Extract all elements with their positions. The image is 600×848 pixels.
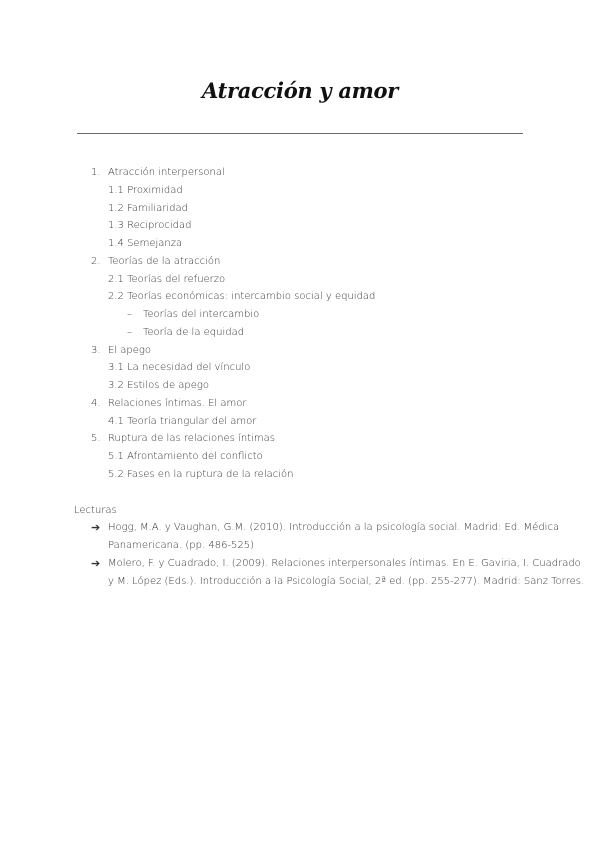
subsection-item: 3.2 Estilos de apego bbox=[108, 380, 210, 391]
arrow-bullet-icon: ➔ bbox=[91, 521, 101, 534]
subsection-item: 5.2 Fases en la ruptura de la relación bbox=[108, 469, 294, 480]
reference-line: y M. López (Eds.). Introducción a la Psicología Social, 2ª ed. (pp. 255-277). Madrid: Sanz Torres. bbox=[108, 576, 585, 587]
section-heading: Ruptura de las relaciones íntimas bbox=[108, 433, 275, 444]
bullet-item: Teoría de la equidad bbox=[143, 327, 245, 338]
section-number: 2. bbox=[91, 256, 101, 267]
subsection-item: 3.1 La necesidad del vínculo bbox=[108, 362, 251, 373]
reference-line: Molero, F. y Cuadrado, I. (2009). Relaciones interpersonales íntimas. En E. Gaviria, I. Cuadrado bbox=[108, 558, 581, 569]
arrow-bullet-icon: ➔ bbox=[91, 557, 101, 570]
bullet-item: Teorías del intercambio bbox=[143, 309, 260, 320]
subsection-item: 1.2 Familiaridad bbox=[108, 203, 188, 214]
section-number: 1. bbox=[91, 167, 101, 178]
subsection-item: 1.3 Reciprocidad bbox=[108, 220, 192, 231]
subsection-item: 1.4 Semejanza bbox=[108, 238, 183, 249]
subsection-item: 5.1 Afrontamiento del conflicto bbox=[108, 451, 263, 462]
dash-bullet: – bbox=[127, 309, 132, 320]
readings-heading: Lecturas bbox=[74, 505, 117, 516]
document-title: Atracción y amor bbox=[201, 78, 399, 103]
section-heading: El apego bbox=[108, 345, 152, 356]
section-number: 5. bbox=[91, 433, 101, 444]
subsection-item: 1.1 Proximidad bbox=[108, 185, 183, 196]
title-divider bbox=[77, 133, 523, 134]
section-heading: Relaciones íntimas. El amor bbox=[108, 398, 247, 409]
reference-line: Panamericana. (pp. 486-525) bbox=[108, 540, 255, 551]
subsection-item: 2.1 Teorías del refuerzo bbox=[108, 274, 226, 285]
subsection-item: 2.2 Teorías económicas: intercambio social y equidad bbox=[108, 291, 376, 302]
section-heading: Teorías de la atracción bbox=[108, 256, 221, 267]
section-heading: Atracción interpersonal bbox=[108, 167, 225, 178]
reference-line: Hogg, M.A. y Vaughan, G.M. (2010). Introducción a la psicología social. Madrid: Ed. Médica bbox=[108, 522, 560, 533]
dash-bullet: – bbox=[127, 327, 132, 338]
section-number: 3. bbox=[91, 345, 101, 356]
subsection-item: 4.1 Teoría triangular del amor bbox=[108, 416, 257, 427]
section-number: 4. bbox=[91, 398, 101, 409]
